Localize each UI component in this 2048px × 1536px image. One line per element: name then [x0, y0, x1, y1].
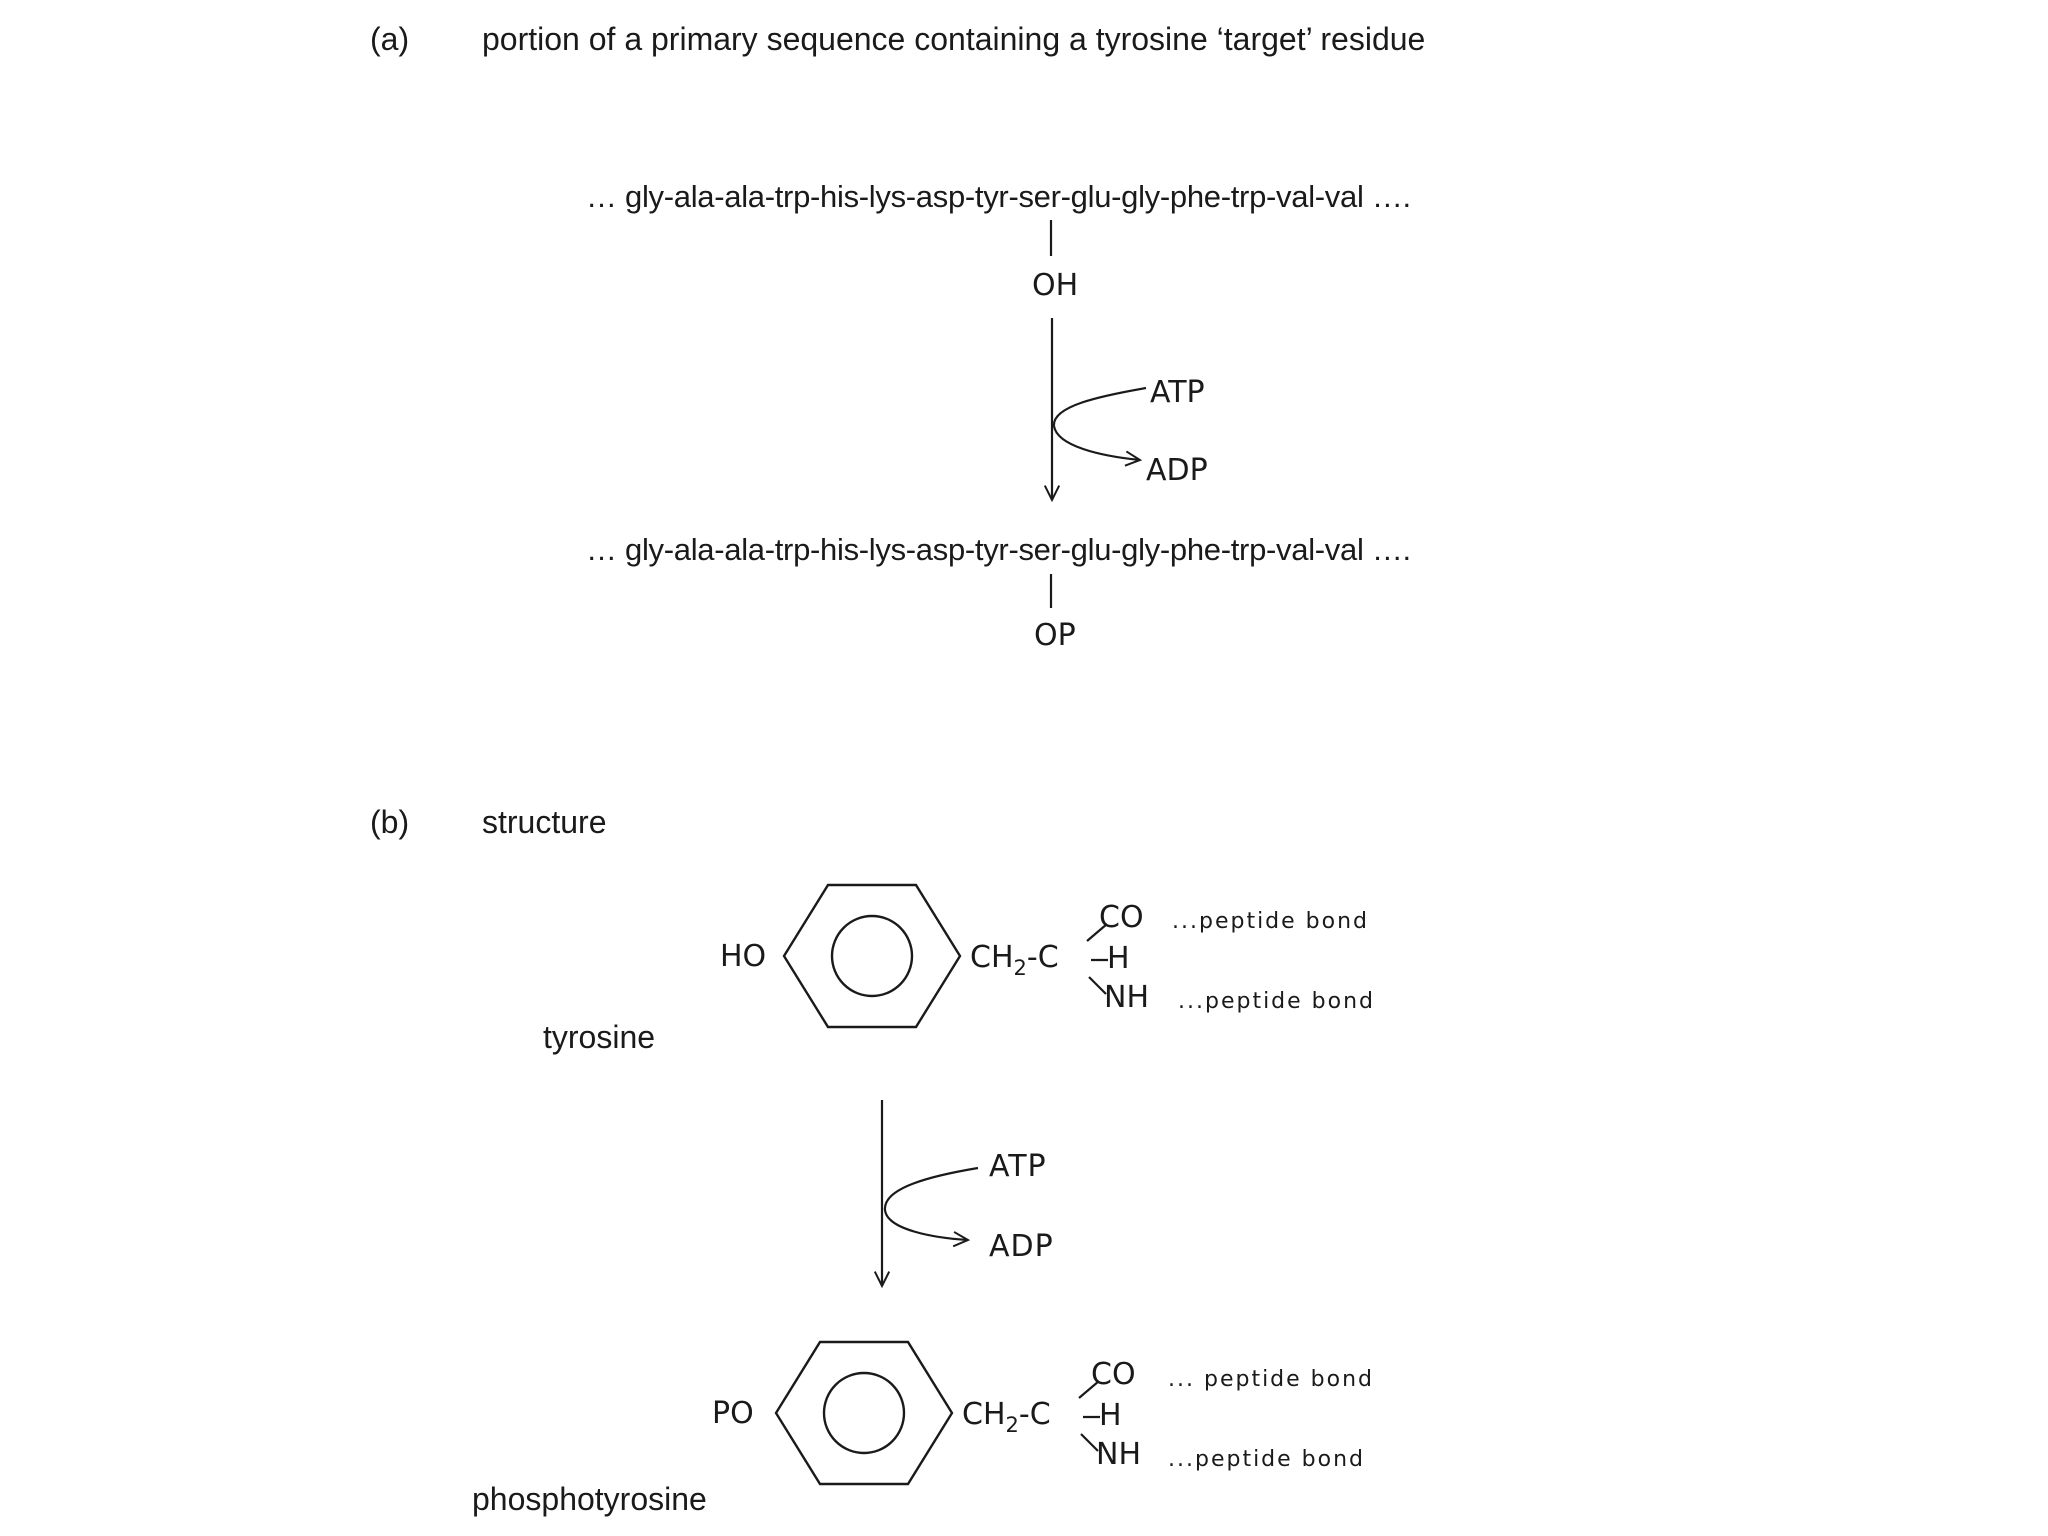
- phosphotyrosine-nh-peptide-bond: ...peptide bond: [1168, 1447, 1366, 1472]
- phosphotyrosine-structure: [472, 1342, 1374, 1517]
- atp-label-a: ATP: [1150, 375, 1205, 410]
- hydroxyl-group-label: OH: [1032, 268, 1079, 303]
- benzene-ring: [784, 885, 960, 1027]
- tyrosine-co-peptide-bond: ...peptide bond: [1172, 909, 1370, 934]
- adp-label-b: ADP: [989, 1229, 1054, 1264]
- phosphotyrosine-amine: NH: [1096, 1437, 1141, 1472]
- phosphotyrosine-carbonyl: CO: [1091, 1357, 1136, 1392]
- tyrosine-name: tyrosine: [543, 1019, 656, 1055]
- part-b: [370, 804, 1375, 1517]
- aromatic-circle: [824, 1373, 904, 1453]
- sequence-bottom: … gly-ala-ala-trp-his-lys-asp-tyr-ser-glu-gly-phe-trp-val-val ….: [586, 532, 1411, 567]
- tyrosine-hydroxyl-label: HO: [720, 939, 767, 974]
- tyrosine-nh-peptide-bond: ...peptide bond: [1178, 989, 1376, 1014]
- tyrosine-carbonyl: CO: [1099, 900, 1144, 935]
- phosphotyrosine-phosphate-label: PO: [712, 1396, 754, 1431]
- tyrosine-hydrogen: H: [1107, 941, 1130, 976]
- sequence-top: … gly-ala-ala-trp-his-lys-asp-tyr-ser-glu-gly-phe-trp-val-val ….: [586, 179, 1411, 214]
- part-a: [370, 21, 1425, 653]
- adp-label-a: ADP: [1146, 453, 1208, 488]
- aromatic-circle: [832, 916, 912, 996]
- tyrosine-structure: [543, 885, 1375, 1055]
- phosphotyrosine-name: phosphotyrosine: [472, 1481, 707, 1517]
- phosphotyrosine-co-peptide-bond: ... peptide bond: [1168, 1367, 1375, 1392]
- phosphate-group-label: OP: [1034, 618, 1076, 653]
- benzene-ring: [776, 1342, 952, 1484]
- part-b-caption: structure: [482, 804, 607, 840]
- tyrosine-amine: NH: [1104, 980, 1149, 1015]
- part-a-caption: portion of a primary sequence containing a tyrosine ‘target’ residue: [482, 21, 1426, 57]
- atp-label-b: ATP: [989, 1149, 1047, 1184]
- part-b-letter: (b): [370, 804, 410, 840]
- part-a-letter: (a): [370, 21, 410, 57]
- tyrosine-ch2: $CH_2-C$: [970, 940, 1059, 980]
- atp-adp-curved-arrow-a: [1054, 388, 1146, 460]
- reaction-b: [882, 1100, 1054, 1286]
- atp-adp-curved-arrow-b: [885, 1168, 978, 1240]
- phosphotyrosine-hydrogen: H: [1099, 1398, 1122, 1433]
- phosphotyrosine-ch2: $CH_2-C$: [962, 1397, 1051, 1437]
